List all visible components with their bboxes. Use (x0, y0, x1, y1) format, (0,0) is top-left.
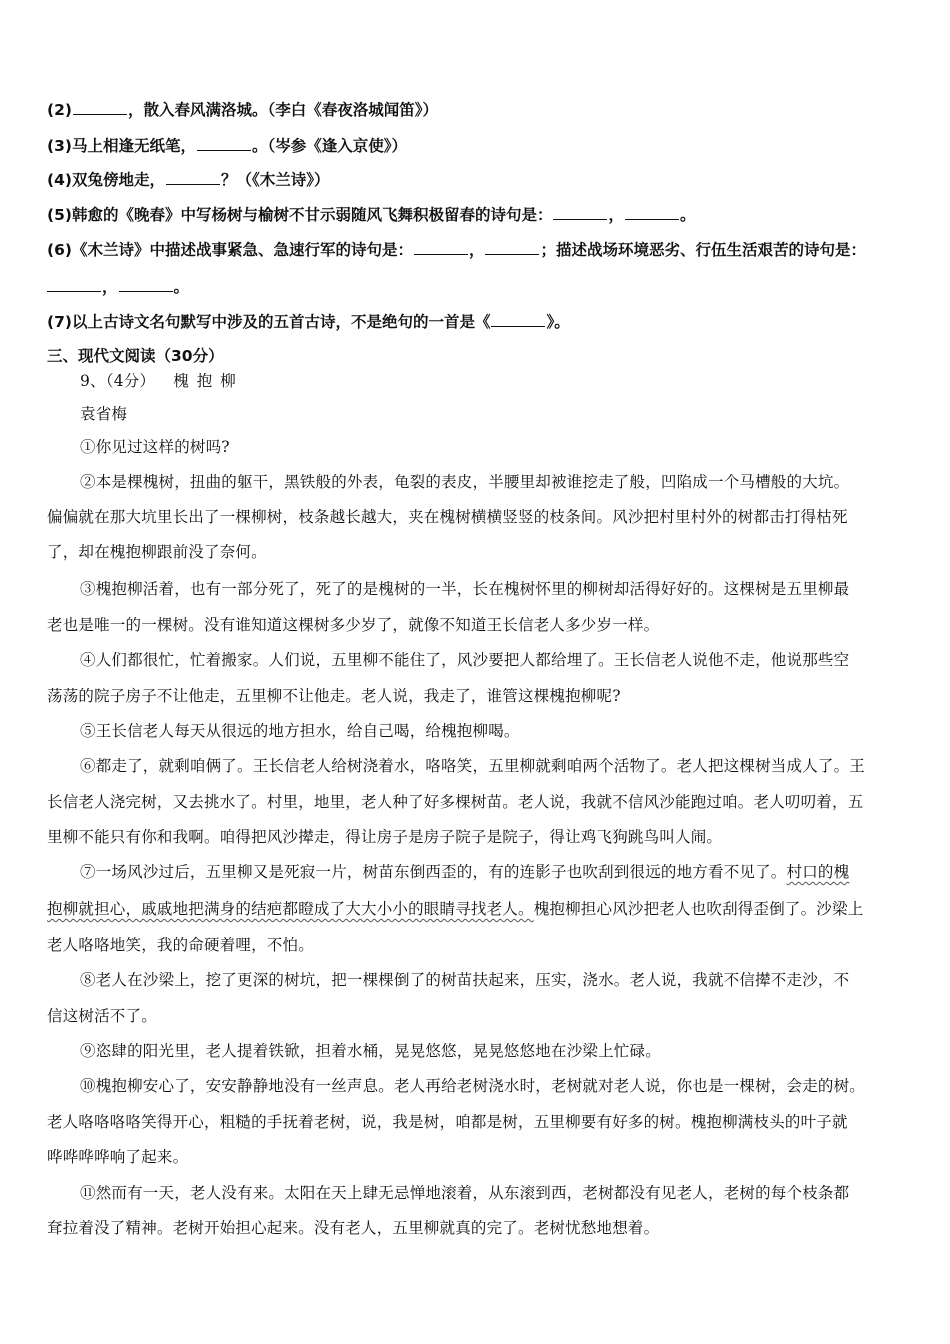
question-3 (47, 136, 407, 156)
paragraph-line: ②本是棵槐树，扭曲的躯干，黑铁般的外表，龟裂的表皮，半腰里却被谁挖走了般，凹陷成一个马槽般的大坑。 (80, 473, 850, 491)
paragraph-line: 老人咯咯咯咯笑得开心，粗糙的手抚着老树，说，我是树，咱都是树，五里柳要有好多的树。槐抱柳满枝头的叶子就 (47, 1113, 848, 1131)
question-2 (47, 100, 438, 120)
answer-blank (119, 277, 173, 292)
answer-blank (166, 170, 220, 185)
paragraph-line: ⑥都走了，就剩咱俩了。王长信老人给树浇着水，咯咯笑，五里柳就剩咱两个活物了。老人把这棵树当成人了。王 (80, 757, 866, 775)
paragraph-text: 槐抱柳担心风沙把老人也吹刮得歪倒了。沙梁上 (533, 900, 864, 918)
answer-blank (491, 312, 545, 327)
question-6-line-1 (47, 240, 866, 260)
passage-author: 袁省梅 (80, 405, 128, 423)
question-4 (47, 170, 329, 190)
paragraph-line: ④人们都很忙，忙着搬家。人们说，五里柳不能住了，风沙要把人都给埋了。王长信老人说他不走，他说那些空 (80, 651, 850, 669)
underlined-text: 抱柳就担心，戚戚地把满身的结疤都瞪成了大大小小的眼睛寻找老人。 (47, 900, 534, 918)
question-5-text: (5)韩愈的《晚春》中写杨树与榆树不甘示弱随风飞舞积极留春的诗句是： (47, 206, 553, 224)
paragraph-line: 老人咯咯地笑，我的命硬着哩，不怕。 (47, 936, 314, 954)
passage-header (80, 371, 244, 391)
question-4-source: ？（《木兰诗》） (220, 171, 330, 189)
question-5 (47, 205, 696, 225)
paragraph-line: 里柳不能只有你和我啊。咱得把风沙撵走，得让房子是房子院子是院子，得让鸡飞狗跳鸟叫人闹。 (47, 828, 723, 846)
paragraph-line: 荡荡的院子房子不让他走，五里柳不让他走。老人说，我走了，谁管这棵槐抱柳呢? (47, 687, 621, 705)
answer-blank (73, 100, 127, 115)
answer-blank (197, 136, 251, 151)
question-6-line-2 (47, 277, 189, 297)
paragraph-line: 偏偏就在那大坑里长出了一棵柳树，枝条越长越大，夹在槐树横横竖竖的枝条间。风沙把村里村外的树都击打得枯死 (47, 508, 848, 526)
question-2-text: ，散入春风满洛城。（李白《春夜洛城闻笛》） (127, 101, 438, 119)
question-label: 9、（4分） (80, 372, 156, 390)
question-6-end: 。 (173, 278, 190, 296)
question-5-separator: ， (608, 206, 624, 224)
question-6-separator-2: ， (102, 278, 118, 296)
paragraph-line: ⑩槐抱柳安心了，安安静静地没有一丝声息。老人再给老树浇水时，老树就对老人说，你也是一棵树，会走的树。 (80, 1077, 866, 1095)
paragraph-line: ⑤王长信老人每天从很远的地方担水，给自己喝，给槐抱柳喝。 (80, 722, 520, 740)
question-4-text: (4)双兔傍地走， (47, 171, 165, 189)
paragraph-line: ⑪然而有一天，老人没有来。太阳在天上肆无忌惮地滚着，从东滚到西，老树都没有见老人，老树的每个枝条都 (80, 1184, 850, 1202)
answer-blank (625, 205, 679, 220)
paragraph-line: 信这树活不了。 (47, 1007, 157, 1025)
answer-blank (414, 240, 468, 255)
paragraph-line (47, 899, 863, 919)
paragraph-line: ③槐抱柳活着，也有一部分死了，死了的是槐树的一半，长在槐树怀里的柳树却活得好好的。这棵树是五里柳最 (80, 580, 850, 598)
answer-blank (485, 240, 539, 255)
question-5-end: 。 (679, 206, 696, 224)
paragraph-text: ⑦一场风沙过后，五里柳又是死寂一片，树苗东倒西歪的，有的连影子也吹刮到很远的地方看不见了。 (80, 863, 787, 881)
underlined-text: 村口的槐 (786, 863, 850, 881)
passage-title: 槐抱柳 (173, 372, 244, 390)
paragraph-line: 哗哗哗哗响了起来。 (47, 1148, 189, 1166)
paragraph-line: ⑨恣肆的阳光里，老人提着铁锨，担着水桶，晃晃悠悠，晃晃悠悠地在沙梁上忙碌。 (80, 1042, 661, 1060)
paragraph-line: 耷拉着没了精神。老树开始担心起来。没有老人，五里柳就真的完了。老树忧愁地想着。 (47, 1219, 660, 1237)
paragraph-line (80, 862, 849, 882)
question-6-text-2: ；描述战场环境恶劣、行伍生活艰苦的诗句是： (540, 241, 866, 259)
paragraph-line: ⑧老人在沙梁上，挖了更深的树坑，把一棵棵倒了的树苗扶起来，压实，浇水。老人说，我就不信撵不走沙，不 (80, 971, 850, 989)
question-7 (47, 312, 570, 332)
question-7-end: 》。 (546, 313, 570, 331)
question-7-text: (7)以上古诗文名句默写中涉及的五首古诗，不是绝句的一首是《 (47, 313, 491, 331)
answer-blank (47, 277, 101, 292)
question-3-source: 。（岑参《逢入京使》） (251, 137, 407, 155)
answer-blank (553, 205, 607, 220)
question-3-text: (3)马上相逢无纸笔， (47, 137, 196, 155)
paragraph-line: 长信老人浇完树，又去挑水了。村里，地里，老人种了好多棵树苗。老人说，我就不信风沙能跑过咱。老人叨叨着，五 (47, 793, 864, 811)
question-6-separator: ， (468, 241, 485, 259)
paragraph-line: 老也是唯一的一棵树。没有谁知道这棵树多少岁了，就像不知道王长信老人多少岁一样。 (47, 616, 660, 634)
question-2-number: (2) (47, 101, 72, 119)
section-heading: 三、现代文阅读（30分） (47, 347, 224, 365)
question-6-text: (6)《木兰诗》中描述战事紧急、急速行军的诗句是： (47, 241, 413, 259)
paragraph-line: ①你见过这样的树吗? (80, 438, 230, 456)
paragraph-line: 了，却在槐抱柳跟前没了奈何。 (47, 543, 267, 561)
